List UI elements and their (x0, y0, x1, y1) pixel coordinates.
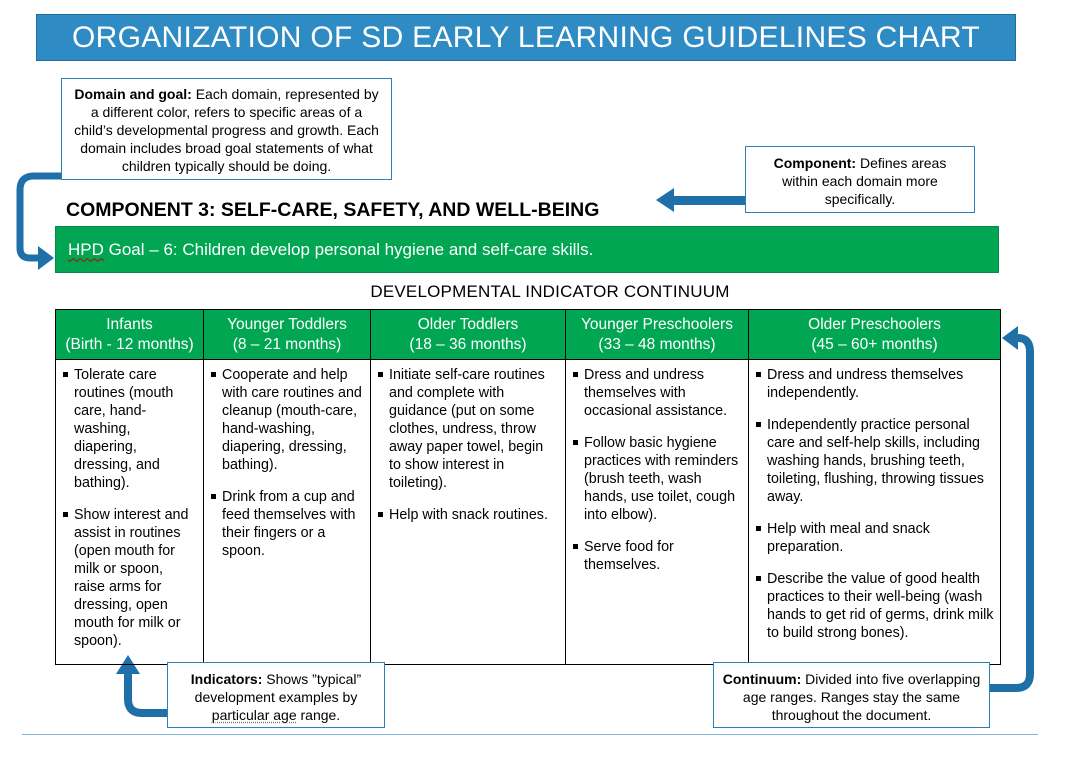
list-item: Drink from a cup and feed themselves with their fingers or a spoon. (209, 488, 364, 560)
component-arrow-icon (672, 196, 746, 205)
chart-title: ORGANIZATION OF SD EARLY LEARNING GUIDELINES CHART (72, 20, 980, 54)
column-header: Infants (Birth - 12 months) (56, 310, 204, 360)
column-header: Older Preschoolers (45 – 60+ months) (749, 310, 1001, 360)
list-item: Independently practice personal care and self-help skills, including washing hands, brushing teeth, toileting, flushing, throwing tissues away. (754, 416, 994, 506)
component-callout-label: Component: (773, 155, 857, 171)
list-item: Describe the value of good health practices to their well-being (wash hands to get rid of germs, drink milk to build strong bones). (754, 570, 994, 642)
indicators-callout-text: Shows ”typical” development examples by (194, 671, 362, 705)
indicators-callout (167, 662, 385, 728)
indicator-cell (204, 360, 371, 665)
continuum-callout (713, 662, 990, 728)
column-header: Younger Preschoolers (33 – 48 months) (566, 310, 749, 360)
table-header-row (56, 310, 1001, 360)
domain-callout-label: Domain and goal: (74, 86, 192, 102)
goal-prefix: HPD (68, 239, 104, 259)
domain-callout-text: Each domain, represented by a different color, refers to specific areas of a child’s developmental progress and growth. Each domain includes broad goal statements of what children typically should be doing. (74, 86, 379, 174)
list-item: Help with meal and snack preparation. (754, 520, 994, 556)
indicators-arrow-icon (128, 670, 167, 713)
list-item: Cooperate and help with care routines and cleanup (mouth-care, hand-washing, diapering, dressing, bathing). (209, 366, 364, 474)
list-item: Help with snack routines. (376, 506, 559, 524)
indicators-callout-label: Indicators: (190, 671, 263, 687)
column-header: Older Toddlers (18 – 36 months) (371, 310, 566, 360)
indicator-table (55, 309, 1001, 665)
indicator-cell (749, 360, 1001, 665)
continuum-heading: DEVELOPMENTAL INDICATOR CONTINUUM (370, 282, 730, 301)
continuum-callout-text: Divided into five overlapping age ranges. Ranges stay the same throughout the document. (742, 671, 981, 723)
title-banner (36, 14, 1016, 61)
list-item: Show interest and assist in routines (open mouth for milk or spoon, raise arms for dressing, open mouth for milk or spoon). (61, 506, 197, 650)
domain-goal-callout (61, 78, 392, 180)
component-arrowhead-icon (656, 188, 674, 212)
component-heading: COMPONENT 3: SELF-CARE, SAFETY, AND WELL-BEING (66, 199, 600, 221)
table-row (56, 360, 1001, 665)
list-item: Initiate self-care routines and complete with guidance (put on some clothes, undress, throw away paper towel, begin to show interest in toileting). (376, 366, 559, 492)
domain-arrowhead-icon (38, 246, 54, 270)
continuum-callout-label: Continuum: (722, 671, 802, 687)
indicator-cell (371, 360, 566, 665)
list-item: Follow basic hygiene practices with reminders (brush teeth, wash hands, use toilet, cough into elbow). (571, 434, 742, 524)
indicator-cell (566, 360, 749, 665)
footer-divider (22, 734, 1038, 735)
indicators-callout-underlined: particular age (211, 707, 297, 723)
list-item: Tolerate care routines (mouth care, hand-washing, diapering, dressing, and bathing). (61, 366, 197, 492)
list-item: Serve food for themselves. (571, 538, 742, 574)
goal-bar (55, 226, 999, 273)
goal-text: Goal – 6: Children develop personal hygiene and self-care skills. (103, 239, 594, 259)
indicators-callout-text-end: range. (296, 707, 341, 723)
component-callout (745, 146, 975, 213)
continuum-arrowhead-icon (1002, 326, 1018, 350)
component-callout-text: Defines areas within each domain more specifically. (782, 155, 947, 207)
list-item: Dress and undress themselves independently. (754, 366, 994, 402)
column-header: Younger Toddlers (8 – 21 months) (204, 310, 371, 360)
indicator-cell (56, 360, 204, 665)
list-item: Dress and undress themselves with occasional assistance. (571, 366, 742, 420)
